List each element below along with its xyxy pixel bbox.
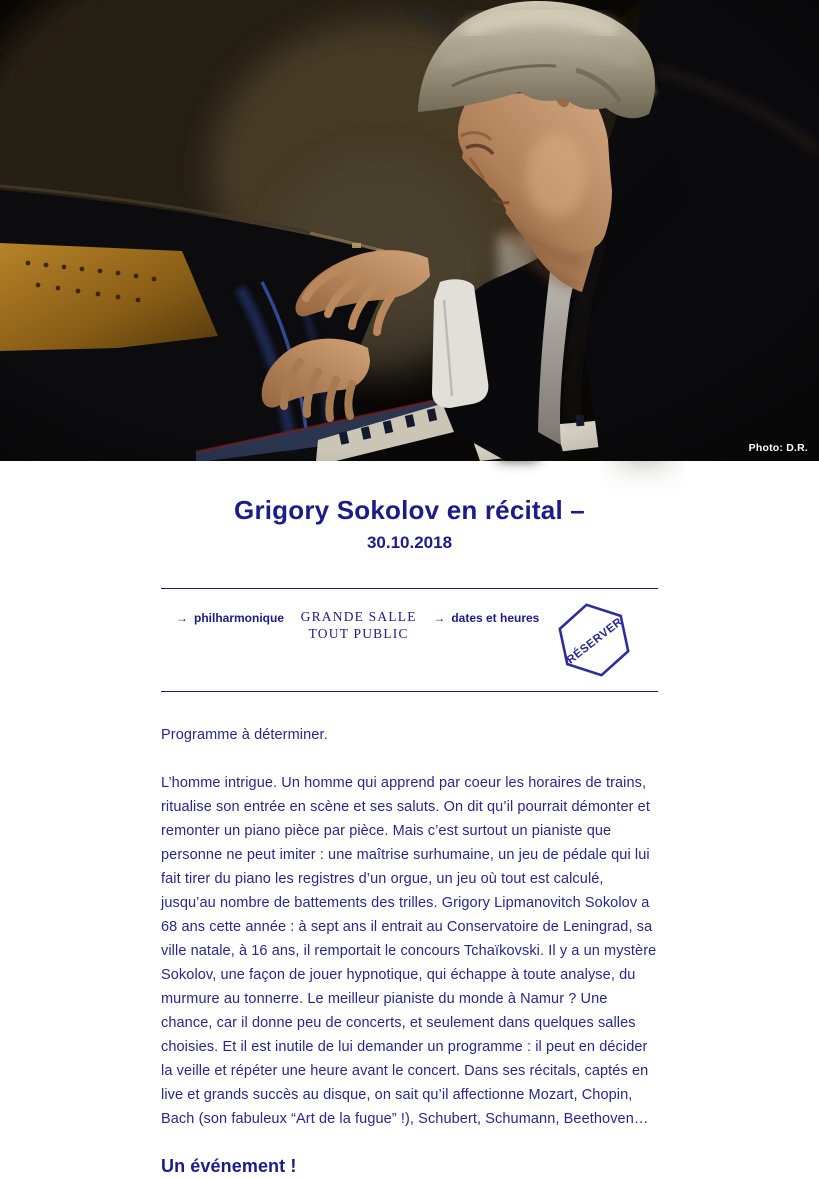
- page-title: Grigory Sokolov en récital –: [234, 495, 585, 525]
- arrow-right-icon: →: [433, 611, 446, 625]
- reserve-stamp-button[interactable]: [556, 602, 632, 678]
- photo-credit: Photo: D.R.: [748, 442, 808, 454]
- reserve-stamp-label: RÉSERVER: [564, 615, 626, 667]
- hero-photo: [0, 0, 819, 461]
- title-block: [161, 495, 658, 553]
- body-paragraph: L’homme intrigue. Un homme qui apprend par coeur les horaires de trains, ritualise son entrée en scène et ses saluts. On dit qu’il pourrait démonter et remonter un piano pièce par pièce. Mais c’est surtout un pianiste que personne ne peut imiter : une maîtrise surhumaine, un jeu de pédale qui lui fait tirer du piano les registres d’un orgue, un jeu où tout est calculé, jusqu’au nombre de battements des trilles. Grigory Lipmanovitch Sokolov a 68 ans cette année : à sept ans il entrait au Conservatoire de Leningrad, sa ville natale, à 16 ans, il remportait le concours Tchaïkovski. Il y a un mystère Sokolov, une façon de jouer hypnotique, qui échappe à toute analyse, du murmure au tonnerre. Le meilleur pianiste du monde à Namur ? Une chance, car il donne peu de concerts, et seulement dans quelques salles choisies. Et il est inutile de lui demander un programme : il peut en décider la veille et répéter une heure avant le concert. Dans ses récitals, captés en live et grands succès au disque, on sait qu’il affectionne Mozart, Chopin, Bach (son fabuleux “Art de la fugue” !), Schubert, Schumann, Beethoven…: [161, 775, 657, 1127]
- link-philharmonique[interactable]: [176, 611, 284, 625]
- link-label: philharmonique: [194, 611, 284, 625]
- article: [161, 723, 658, 1178]
- venue-line2: TOUT PUBLIC: [308, 626, 409, 641]
- content-column: [161, 495, 658, 1178]
- meta-strip: [161, 588, 658, 692]
- venue-line1: GRANDE SALLE: [300, 609, 417, 624]
- link-dates-heures[interactable]: [433, 611, 539, 625]
- arrow-right-icon: →: [176, 611, 188, 625]
- event-date: 30.10.2018: [366, 533, 453, 552]
- intro-paragraph: Programme à déterminer.: [161, 727, 328, 743]
- closing-heading: Un événement !: [161, 1156, 297, 1176]
- link-label: dates et heures: [451, 611, 540, 625]
- venue-label: [301, 608, 417, 642]
- pianist-photo-illustration: [0, 0, 819, 461]
